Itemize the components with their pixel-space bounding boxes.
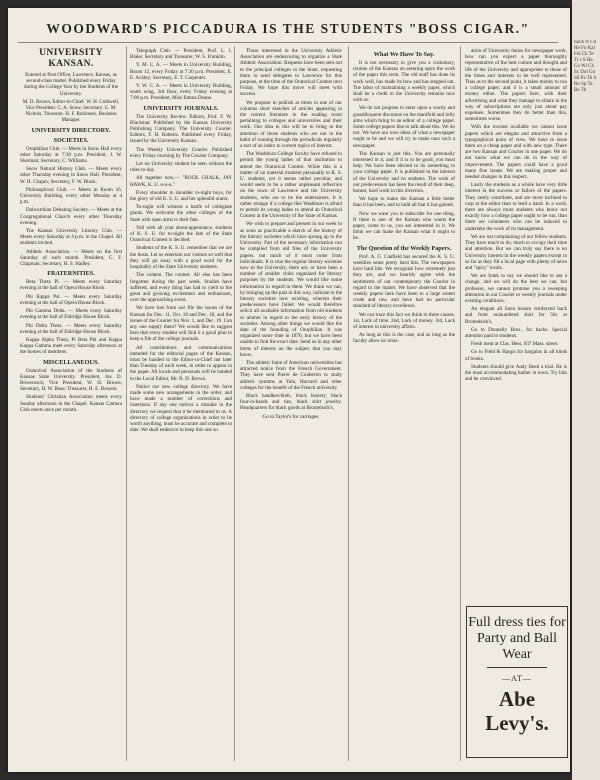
editorial-paragraph: Notice our new college directory. We have made some new arrangements in the order, and have made a number of corrections and insertions. If any one notices a mistake in the directory we request that it be mentioned to us. A directory of college organizations in order to be worth anything, must be accurate and complete to date. We shall endeavor to keep this one so. — [130, 383, 232, 434]
column-rule — [126, 46, 127, 761]
article-paragraph: We are frank to say we should like to see a change, and we will do the best we can, but professor, we cannot promise you a sweeping alteration in our Courier or weekly journals under existing conditions. — [465, 273, 567, 304]
advert-notice: Black handkerchiefs, black hosiery, black four-in-hands and ties, black shirt jewelry. Headquarters for black goods at Bromelsick's. — [240, 392, 342, 412]
article-paragraph: Prof. A. G. Canfield has secured the K. S. U. weeklies some pretty hard hits. The newspapers have hard hits. We recognize how extremely just they are, and we heartily agree with the sentiments of our contemporary the Courier in regard to the matter. We have observed that the weekly papers here have been to a large extent crude and raw, and have had no particular standard of literary excellence. — [353, 253, 455, 310]
advert-notice: Students should give Andy Reed a trial. He is the most accommodating barber in town. Try him and be convinced. — [465, 363, 567, 383]
editorial-paragraph: To-night will witness a battle of collegiate giants. We welcome the other colleges of the State with open arms to their fate. — [130, 204, 232, 223]
editorial-paragraph: All together now,— "ROCK CHALK, JAY HAWK, K. U. u-u-u." — [130, 175, 232, 188]
ad-line: Full dress ties for — [468, 615, 566, 630]
ad-line: Party and Ball — [476, 631, 558, 646]
article-paragraph: Now we want you to subscribe for one thing. If there is one of the Kansan who wants the paper, come to us, you are interested in it. We think we can make the Kansan what it ought to be. — [353, 210, 455, 242]
editorial-paragraph: Students of the K. S. U. remember that we are the hosts. Let us entertain our visitors so well that they will go away with a good word for the hospitality of the State University students. — [130, 245, 232, 271]
editorial-paragraph: Every shoulder to shoulder to-night boys, for the glory of old K. S. U. and her splendid orator. — [130, 189, 232, 203]
directory-entry: Beta Theta Pi. — Meets every Saturday evening at the hall of Opera House Block. — [20, 279, 122, 292]
directory-entry: Orophilian Club. — Meets in Snow Hall every other Saturday at 7:30 p.m. President, J. W. Sherman; Secretary, C. Williams. — [20, 145, 122, 165]
article-paragraph: As long as this is the case, and as long as the faculty allow no relax- — [353, 332, 455, 345]
directory-entry: Telegraph Club. — President, Prof. L. I. Blake; Secretary and Treasurer, W. S. Franklin. — [130, 48, 232, 61]
editorial-paragraph: All contributions and communications intended for the editorial pages of the Kansan, must be handed to the Editor-in-Chief not later than Tuesday of each week, in order to appear in the paper. All locals and personals will be handed to the Local Editor, Mr. R. D. Brown. — [130, 344, 232, 382]
directory-entry: Y. M. C. A. — Meets in University Building, Room 12, every Friday at 7:30 p.m. President, E. E. Ackley; Secretary, E. T. Carpenter. — [130, 62, 232, 81]
directory-entry: Athletic Association. — Meets on the first Saturday of each month. President, C. F. Chapman; Secretary, H. S. Hadley. — [20, 248, 122, 268]
article-paragraph: Lastly the students as a whole have very little interest in the success or failure of the papers. They rarely contribute, and are more inclined to carp at the editor than to lend a hand. In a word, there are always more students who know not exactly how a college paper ought to be run, than there are volunteers who can be induced to undertake the work of its management. — [465, 182, 567, 232]
editorial-paragraph: Let no University student be seen without the rules to-day. — [130, 161, 232, 174]
directory-entry: Philosophical Club. — Meets in Room 16, University Building, every other Monday at 4 p.m. — [20, 186, 122, 206]
column-4 — [353, 48, 455, 760]
advert-notice: Go to Field & Hargis for bargains in all kinds of books. — [465, 349, 567, 362]
directory-heading: UNIVERSITY DIRECTORY. — [31, 126, 111, 134]
adjacent-page-edge — [572, 0, 600, 780]
journals-heading: UNIVERSITY JOURNALS. — [143, 104, 219, 112]
column-1 — [20, 48, 122, 760]
masthead: UNIVERSITY KANSAN. — [39, 48, 103, 69]
directory-entry: Phi Gamma Delta. — Meets every Saturday evening at the hall of Eldridge House Block. — [20, 308, 122, 321]
ad-divider — [487, 667, 547, 668]
article-paragraph: We do not propose to enter upon a wordy and grandiloquent discourse on the manifold and lofty aims which bring to an editor of a college paper. Some college papers like to talk about this. We do not. We have our own ideas of what a newspaper ought to be and we will try to make ours such a newspaper. — [353, 105, 455, 149]
editorial-paragraph: The athletic fame of American universities has attracted notice from the French Government. They have sent Pierre de Coubertin to study athletic systems at Yale, Harvard and other colleges for the benefit of the French university. — [240, 359, 342, 391]
directory-entry: The Kansas University Literary Club. — Meets every Saturday at 4 p.m. in the Chapel. All students invited. — [20, 228, 122, 247]
advert-notice: Fresh meat at Clas. Hess, 937 Mass. street. — [471, 341, 559, 348]
directory-entry: Students' Christian Association meets every Sunday afternoon in the Chapel. Kansas Camera Club meets once per month. — [20, 394, 122, 413]
adjacent-page-text: Sock N Ch He Fo Kal Fel Ch Te Ti s S Ha Co Wi Ch Sc Dol Go Sil Ps Th S Ro Sp Ta Be Th — [574, 40, 597, 93]
article-paragraph: ation of University duties for newspaper work, how can you expect a paper thoroughly representative of the best culture and thought and life of the University and appropriate to those of the times and interests to be well represented. Thus as to the second point, it takes money to run a college paper, and it is a small amount of money either. The papers here, with their advertising and what they manage to obtain in the way of subscriptions are only just about pay expenses. Sometimes they do better than this, sometimes worse. — [465, 48, 567, 123]
fraternities-heading: FRATERNITIES. — [47, 270, 95, 278]
article-paragraph: The Kansan is just this. You are personally interested in it, and if it is to be good, you must help. We have been elected to do something to your college paper. It is published in the interest of the University and its students. The work of our predecessors has been the result of their deep, honest, hard work in this direction. — [353, 150, 455, 195]
directory-entry: Phi Delta Theta. — Meets every Saturday evening at the hall of Eldridge House Block. — [20, 322, 122, 335]
article-paragraph: With the income available we cannot issue papers which are elegant and attractive from a typographical point of view. We have to issue them on a cheap paper and with new type. There are two Kansan and Courier in one paper. We do not know what we can do in the way of improvement. The papers could have a good many fine issues. We are making proper and needed changes in this respect. — [465, 124, 567, 181]
advert-notice: An elegant all linen bosom reinforced back and front unlaundered shirt for 50c at Bromelsick's. — [465, 306, 567, 325]
masthead-intro: Entered at Post Office, Lawrence, Kansas, as second-class matter. Published every Friday during the College Year by the Students of the University. — [23, 72, 119, 97]
editorial-paragraph: We propose to publish at times in one of our columns short sketches of articles appearing in the current literature in the reading room pertaining to colleges and universities and their work. Our idea in this will be to bring to the attention of those students who are not in the habit of running through the periodicals regularly a sort of an index to current topics of interest. — [240, 99, 342, 150]
editorial-paragraph: We wish to prepare and present in our week to as soon as practicable a sketch of the history of the literary societies which have sprung up in the University. Part of the necessary information can be compiled from old files of the University papers, but much of it must come from individuals. It is true the regular literary societies now in the University, there are, or have been a number of smaller clubs organized for literary purposes by the students. We would like some information in regard to them. We think we can, by bringing up the past in this way, indicate to the literary societies now existing, wherein their predecessors have failed. We would therefore solicit all available information from old students or alumni in regard to the early history of the societies. Among other things we would like the date of the founding of Orophilian. It was organized some time in 1870, but we have been unable to find the exact date. Send us in any other items of interest on the subject that you may know. — [240, 221, 342, 358]
editorial-paragraph: We have lost from our file the issues of the Kansan for Dec. 11, Oct. 18 and Dec. 18, and the issues of the Courier for Nov. 1, and Dec. 19. Can any one supply them? We would like to suggest here that every student will find it a good plan to keep a file of the college journals. — [130, 305, 232, 343]
abe-levy-advertisement — [466, 606, 568, 758]
advert-notice: Go to Donnelly Bros., for hacks. Special attention paid to students. — [465, 326, 567, 339]
banner-headline: WOODWARD'S PICCADURA IS THE STUDENTS "BOSS CIGAR." — [18, 16, 558, 43]
column-rule — [348, 46, 349, 761]
column-3 — [240, 48, 342, 760]
editor-list: M. D. Brown, Editor-in-Chief. W. H. Coldwell, Vice President. C. A. Snow, Secretary. G. M. Nichols, Treasurer. H. F. Robinson, Business Manager. — [22, 98, 120, 124]
directory-entry: Kappa Alpha Theta, Pi Beta Phi and Kappa Kappa Gamma meet every Saturday afternoon at the homes of members. — [20, 336, 122, 356]
editorial-paragraph: The Washburn College faculty have refused to permit the young ladies of that institution to attend the Oratorical Contest. While this is a matter of no material moment personally to K. S. U. students, yet it seems rather peculiar, and would seem to be a rather unpleasant reflection on the town of Lawrence and the University students, who are to be the entertainers. It is rather strange if a college like Washburn is afraid to permit its young ladies to attend an Oratorical Contest at the University of the State of Kansas. — [240, 151, 342, 220]
article-paragraph: We are not complaining of our fellow students. They have much to do, much to occupy their time and attention. But we can truly say there is no University interest in the weekly papers except in so far as they fill a local page with plenty of news and "spicy" locals. — [465, 233, 567, 271]
advert-notice: Go to Taylor's for carriages. — [262, 413, 320, 420]
newspaper-page — [8, 8, 570, 772]
editorial-paragraph: Those interested in the University Athletic Association are endeavoring to organize a State Athletic Association. Requests have been sent out to the principal colleges in the State, requesting them to send delegates to Lawrence for this purpose, at the time of the Oratorical Contest next Friday. We hope this move will meet with success. — [240, 48, 342, 98]
miscellaneous-heading: MISCELLANEOUS. — [43, 358, 99, 366]
column-rule — [460, 46, 461, 761]
directory-entry: The Weekly University Courier. Published every Friday morning by The Courier Company. — [130, 146, 232, 159]
ad-store-name: Abe Levy's. — [485, 687, 549, 735]
editorial-paragraph: Yell with all your about-appearance, students of K. S. U. for to-night the fate of the State Oratorical Contest is decided. — [130, 224, 232, 244]
ad-line: —AT— — [502, 674, 532, 683]
column-5 — [465, 48, 567, 600]
article-heading: The Question of the Weekly Papers. — [356, 244, 452, 252]
societies-heading: SOCIETIES. — [53, 136, 89, 144]
editorial-paragraph: The contest. The contest. All else has been forgotten during the past week. Studies have suffered, and every thing has had to yield to the great and growing excitement and enthusiasm, over the approaching event. — [130, 272, 232, 304]
directory-entry: Oratorical Association of the Students of Kansas State University. President, Jos. D. Bowersock; Vice President, W. H. Brown; Secretary, H. W. Rose; Treasurer, H. E. Bowers. — [20, 367, 122, 393]
directory-entry: Snow Natural History Club. — Meets every other Thursday evening in Snow Hall. President, W. H. Chapin; Secretary, F. W. Black. — [20, 166, 122, 185]
directory-entry: Phi Kappa Psi. — Meets every Saturday evening at the hall of Opera House Block. — [20, 293, 122, 306]
directory-entry: The University Review. Editors, Prof. F. W. Blackmar. Published by the Kansas University Publishing Company. The University Courier. Editors, F. H. Roberts. Published every Friday, issued by the University Kansan. — [130, 113, 232, 145]
column-rule — [234, 46, 235, 761]
directory-entry: Y. W. C. A. — Meets in University Building, south wing, 3rd floor, every Friday evening at 7:00 p.m. President, Miss Emma Deane. — [130, 83, 232, 102]
article-heading: What We Have To Say. — [373, 51, 435, 58]
article-paragraph: It is not necessary to give you a customary, routine of the Kansan on entering upon the work of the paper this term. The old staff has done its work well, has made its bow and has stepped out. The labor of maintaining a weekly paper, which shall be a credit to the University remains now with us. — [353, 60, 455, 104]
article-paragraph: We can trace this fact we think to three causes. 1st, Lack of time. 2nd, Lack of money. 3rd, Lack of interest in university affairs. — [353, 311, 455, 330]
column-2 — [130, 48, 232, 760]
article-paragraph: We hope to make the Kansan a little better than it has been, and to hold all that it has gained. — [353, 196, 455, 209]
directory-entry: Dalworthian Debating Society. — Meets at the Congregational Church every other Thursday evening. — [20, 207, 122, 226]
ad-line: Wear — [502, 647, 532, 662]
